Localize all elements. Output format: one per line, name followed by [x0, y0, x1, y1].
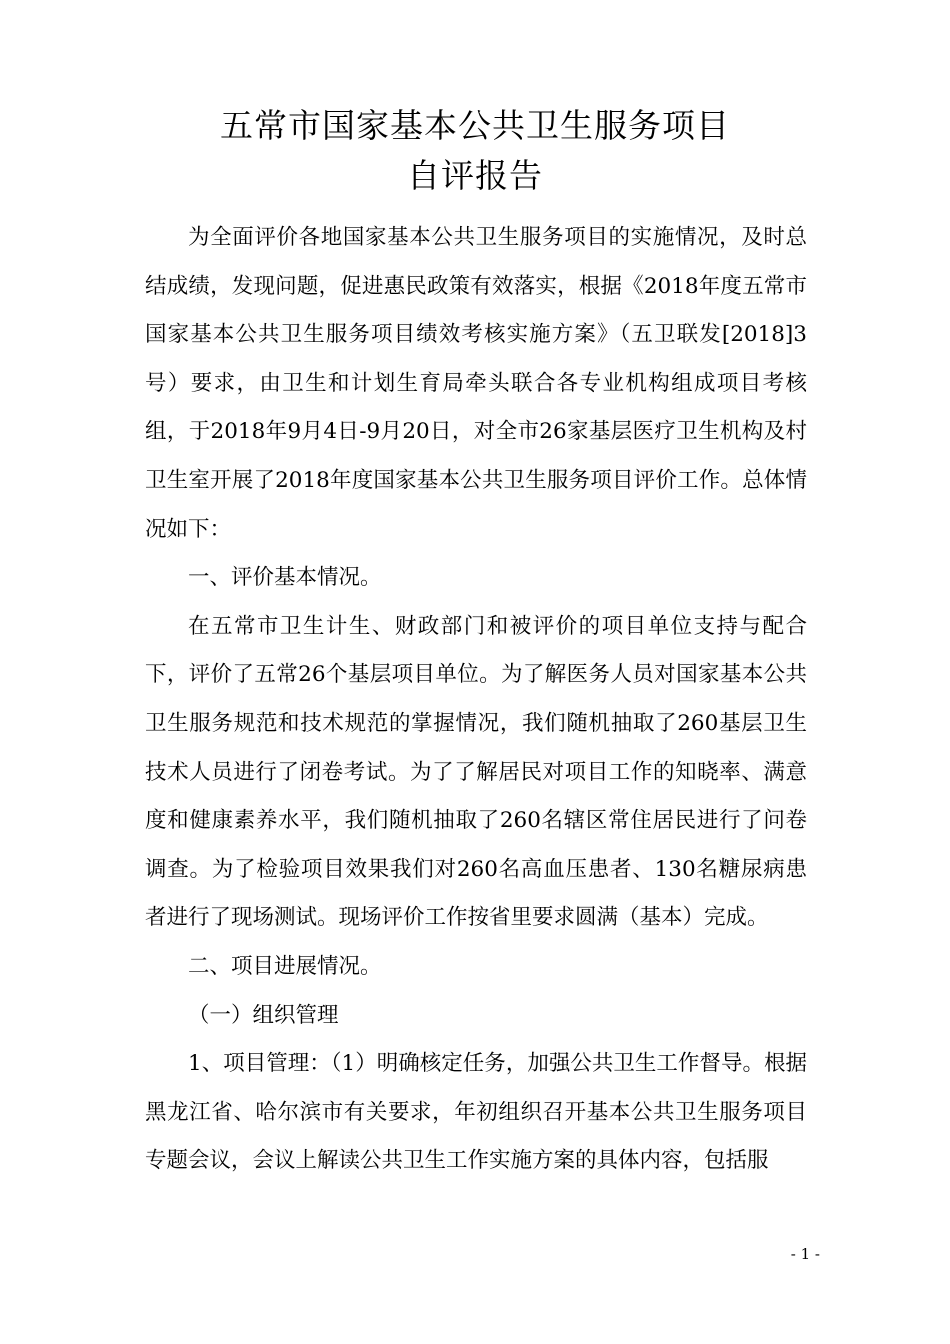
document-subtitle: 自评报告	[407, 156, 543, 195]
section-heading-1: 一、评价基本情况。	[188, 565, 382, 591]
page-number: - 1 -	[790, 1245, 820, 1263]
management-paragraph: 1、项目管理：（1）明确核定任务，加强公共卫生工作督导。根据黑龙江省、哈尔滨市有关要求，年初组织召开基本公共卫生服务项目专题会议，会议上解读公共卫生工作实施方案的具体内容，包括服	[145, 1051, 807, 1174]
section-heading-2: 二、项目进展情况。	[188, 953, 382, 979]
intro-paragraph: 为全面评价各地国家基本公共卫生服务项目的实施情况，及时总结成绩，发现问题，促进惠民政策有效落实，根据《2018年度五常市国家基本公共卫生服务项目绩效考核实施方案》（五卫联发[2018]3号）要求，由卫生和计划生育局牵头联合各专业机构组成项目考核组，于2018年9月4日-9月20日，对全市26家基层医疗卫生机构及村卫生室开展了2018年度国家基本公共卫生服务项目评价工作。总体情况如下：	[145, 225, 807, 542]
evaluation-paragraph: 在五常市卫生计生、财政部门和被评价的项目单位支持与配合下，评价了五常26个基层项目单位。为了解医务人员对国家基本公共卫生服务规范和技术规范的掌握情况，我们随机抽取了260基层卫生技术人员进行了闭卷考试。为了了解居民对项目工作的知晓率、满意度和健康素养水平，我们随机抽取了260名辖区常住居民进行了问卷调查。为了检验项目效果我们对260名高血压患者、130名糖尿病患者进行了现场测试。现场评价工作按省里要求圆满（基本）完成。	[145, 613, 807, 931]
document-body	[145, 214, 807, 1186]
subsection-heading: （一）组织管理	[188, 1002, 339, 1028]
document-title: 五常市国家基本公共卫生服务项目	[220, 106, 730, 145]
